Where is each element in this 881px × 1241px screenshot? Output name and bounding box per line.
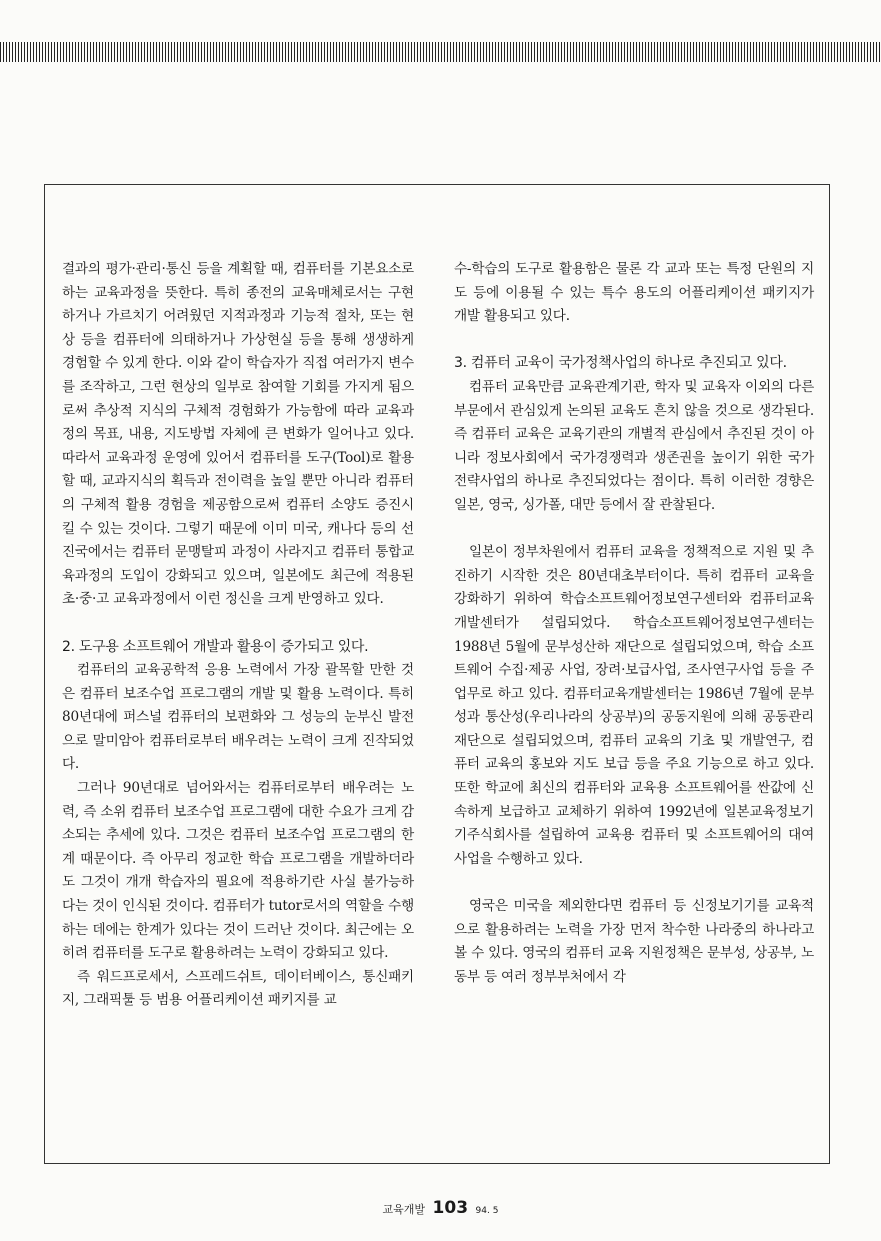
- page-number: 103: [432, 1198, 469, 1218]
- right-column: [454, 258, 814, 989]
- right-paragraph-uk: [454, 895, 814, 989]
- uk-body: 미국을 제외한다면 컴퓨터 등 신정보기기를 교육적으로 활용하려는 노력을 가장 먼저 착수한 나라중의 하나라고 볼 수 있다. 영국의 컴퓨터 교육 지원정책은 문부성, 상공부, 노동부 등 여러 정부부처에서 각: [454, 898, 814, 985]
- page-footer: [0, 1198, 881, 1218]
- magazine-name: 교육개발: [382, 1203, 426, 1216]
- section-heading-3: 3. 컴퓨터 교육이 국가정책사업의 하나로 추진되고 있다.: [454, 355, 787, 372]
- right-paragraph-1: 수-학습의 도구로 활용함은 물론 각 교과 또는 특정 단원의 지도 등에 이용될 수 있는 특수 용도의 어플리케이션 패키지가 개발 활용되고 있다.: [454, 261, 814, 325]
- left-column: [62, 258, 414, 1013]
- japan-lead: 일본이: [468, 544, 508, 561]
- left-paragraph-3: 그러나 90년대로 넘어와서는 컴퓨터로부터 배우려는 노력, 즉 소위 컴퓨터 보조수업 프로그램에 대한 수요가 크게 감소되는 추세에 있다. 그것은 컴퓨터 보조수업 프로그램의 한계 때문이다. 즉 아무리 정교한 학습 프로그램을 개발하더라도 그것이 개개 학습자의 필요에 적용하기란 사실 불가능하다는 것이 인식된 것이다. 컴퓨터가 tutor로서의 역할을 수행하는 데에는 한계가 있다는 것이 드러난 것이다. 최근에는 오히려 컴퓨터를 도구로 활용하려는 노력이 강화되고 있다.: [62, 780, 414, 962]
- left-paragraph-1: 결과의 평가·관리·통신 등을 계획할 때, 컴퓨터를 기본요소로하는 교육과정을 뜻한다. 특히 종전의 교육매체로서는 구현하거나 가르치기 어려웠던 지적과정과 기능적 절차, 또는 현상 등을 컴퓨터에 의태하거나 가상현실 등을 통해 생생하게 경험할 수 있게 한다. 이와 같이 학습자가 직접 여러가지 변수를 조작하고, 그런 현상의 일부로 참여할 기회를 가지게 됨으로써 추상적 지식의 구체적 경험화가 가능함에 따라 교육과정의 목표, 내용, 지도방법 자체에 큰 변화가 일어나고 있다. 따라서 교육과정 운영에 있어서 컴퓨터를 도구(Tool)로 활용할 때, 교과지식의 획득과 전이력을 높일 뿐만 아니라 컴퓨터의 구체적 활용 경험을 제공함으로써 컴퓨터 소양도 증진시킬 수 있는 것이다. 그렇기 때문에 이미 미국, 캐나다 등의 선진국에서는 컴퓨터 문맹탈피 과정이 사라지고 컴퓨터 통합교육과정의 도입이 강화되고 있으며, 일본에도 최근에 적용된 초·중·고 교육과정에서 이런 정신을 크게 반영하고 있다.: [62, 261, 414, 608]
- japan-body: 정부차원에서 컴퓨터 교육을 정책적으로 지원 및 추진하기 시작한 것은 80년대초부터이다. 특히 컴퓨터 교육을 강화하기 위하여 학습소프트웨어정보연구센터와 컴퓨터교육개발센터가 설립되었다. 학습소프트웨어정보연구센터는 1988년 5월에 문부성산하 재단으로 설립되었으며, 학습 소프트웨어 수집·제공 사업, 장려·보급사업, 조사연구사업 등을 주 업무로 하고 있다. 컴퓨터교육개발센터는 1986년 7월에 문부성과 통산성(우리나라의 상공부)의 공동지원에 의해 공동관리재단으로 설립되었으며, 컴퓨터 교육의 기초 및 개발연구, 컴퓨터 교육의 홍보와 지도 보급 등을 주요 기능으로 하고 있다. 또한 학교에 최신의 컴퓨터와 교육용 소프트웨어를 싼값에 신속하게 보급하고 교체하기 위하여 1992년에 일본교육정보기기주식회사를 설립하여 교육용 컴퓨터 및 소프트웨어의 대여 사업을 수행하고 있다.: [454, 544, 814, 867]
- left-paragraph-4: 즉 워드프로세서, 스프레드쉬트, 데이터베이스, 통신패키지, 그래픽툴 등 범용 어플리케이션 패키지를 교: [62, 968, 414, 1009]
- right-paragraph-2: 컴퓨터 교육만큼 교육관계기관, 학자 및 교육자 이외의 다른 부문에서 관심있게 논의된 교육도 흔치 않을 것으로 생각된다. 즉 컴퓨터 교육은 교육기관의 개별적 관심에서 추진된 것이 아니라 정보사회에서 국가경쟁력과 생존권을 높이기 위한 국가전략사업의 하나로 추진되었다는 점이다. 특히 이러한 경향은 일본, 영국, 싱가폴, 대만 등에서 잘 관찰된다.: [454, 378, 814, 513]
- header-rule: [0, 42, 881, 62]
- left-paragraph-2: 컴퓨터의 교육공학적 응용 노력에서 가장 괄목할 만한 것은 컴퓨터 보조수업 프로그램의 개발 및 활용 노력이다. 특히 80년대에 퍼스널 컴퓨터의 보편화와 그 성능의 눈부신 발전으로 말미암아 컴퓨터로부터 배우려는 노력이 크게 진작되었다.: [62, 662, 414, 773]
- section-heading-2: 2. 도구용 소프트웨어 개발과 활용이 증가되고 있다.: [62, 638, 369, 655]
- uk-lead: 영국은: [468, 898, 508, 915]
- right-paragraph-japan: [454, 541, 814, 871]
- issue-date: 94. 5: [475, 1206, 499, 1216]
